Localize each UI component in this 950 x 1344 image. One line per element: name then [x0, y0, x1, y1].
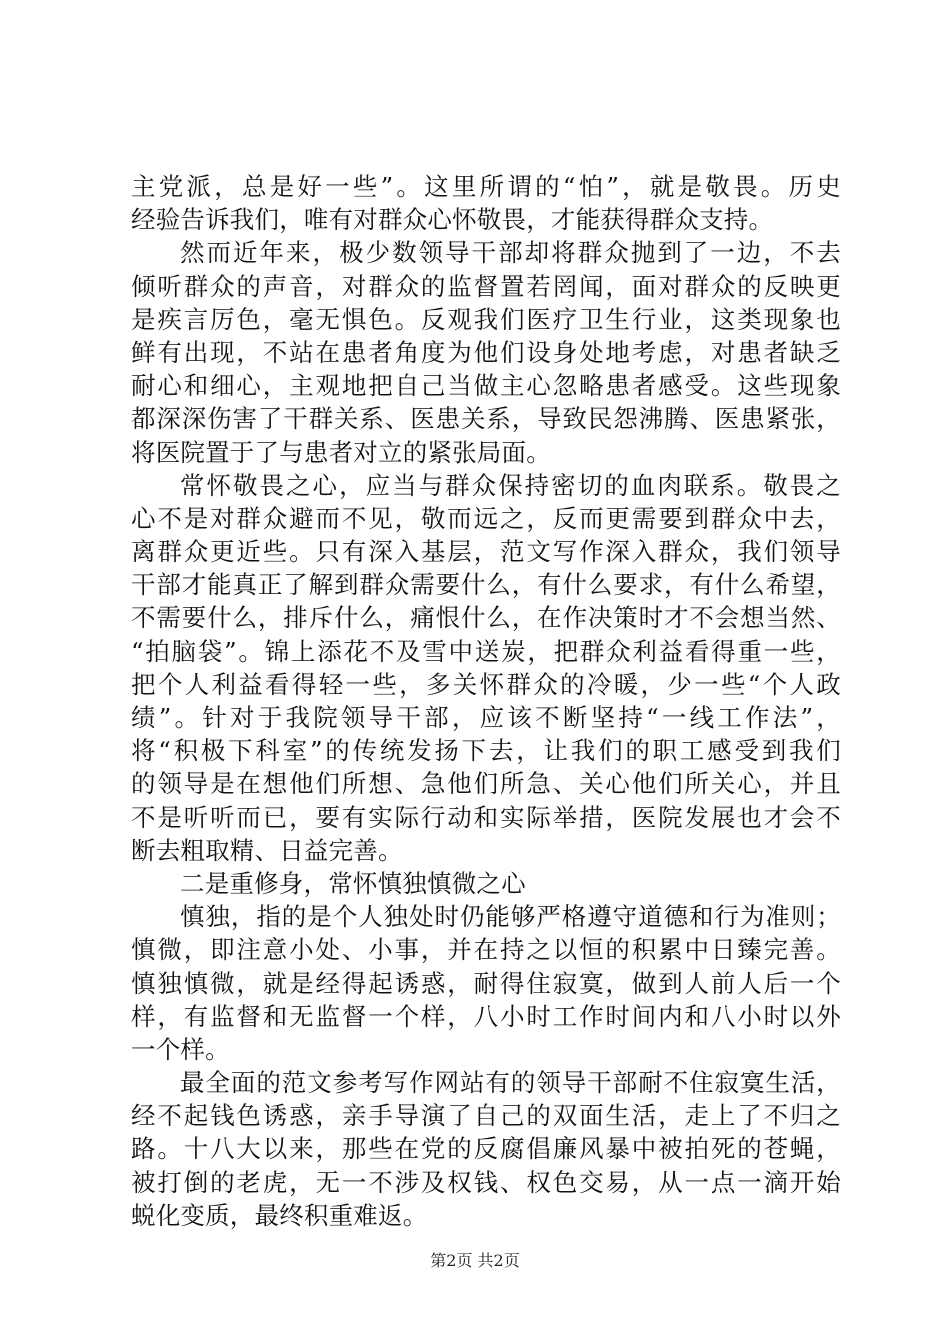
text-line: 慎独慎微，就是经得起诱惑，耐得住寂寞，做到人前人后一个 [131, 968, 841, 998]
text-line: 慎独，指的是个人独处时仍能够严格遵守道德和行为准则； [180, 902, 841, 932]
text-line: 干部才能真正了解到群众需要什么，有什么要求，有什么希望， [131, 570, 841, 600]
text-line: 耐心和细心，主观地把自己当做主心忽略患者感受。这些现象 [131, 371, 841, 401]
text-line: 将“积极下科室”的传统发扬下去，让我们的职工感受到我们 [131, 736, 841, 766]
text-line: 都深深伤害了干群关系、医患关系，导致民怨沸腾、医患紧张， [131, 404, 841, 434]
text-line: 离群众更近些。只有深入基层，范文写作深入群众，我们领导 [131, 537, 841, 567]
text-line: 的领导是在想他们所想、急他们所急、关心他们所关心，并且 [131, 769, 841, 799]
text-line: 蜕化变质，最终积重难返。 [131, 1200, 428, 1230]
text-line: 经验告诉我们，唯有对群众心怀敬畏，才能获得群众支持。 [131, 205, 774, 235]
text-line: 慎微，即注意小处、小事，并在持之以恒的积累中日臻完善。 [131, 935, 841, 965]
text-line: 路。十八大以来，那些在党的反腐倡廉风暴中被拍死的苍蝇， [131, 1134, 841, 1164]
text-line: 是疾言厉色，毫无惧色。反观我们医疗卫生行业，这类现象也 [131, 304, 841, 334]
text-line: 不是听听而已，要有实际行动和实际举措，医院发展也才会不 [131, 802, 841, 832]
text-line: 绩”。针对于我院领导干部，应该不断坚持“一线工作法”， [131, 703, 841, 732]
text-line: 主党派，总是好一些”。这里所谓的“怕”，就是敬畏。历史 [131, 172, 841, 201]
text-line: 将医院置于了与患者对立的紧张局面。 [131, 437, 551, 467]
text-line: 最全面的范文参考写作网站有的领导干部耐不住寂寞生活， [180, 1068, 841, 1098]
body-text [131, 170, 841, 1232]
text-line: 鲜有出现，不站在患者角度为他们设身处地考虑，对患者缺乏 [131, 337, 841, 367]
text-line: 心不是对群众避而不见，敬而远之，反而更需要到群众中去， [131, 503, 841, 533]
page-footer: 第2页 共2页 [430, 1251, 520, 1270]
text-line: “拍脑袋”。锦上添花不及雪中送炭，把群众利益看得重一些， [131, 636, 841, 666]
text-line: 常怀敬畏之心，应当与群众保持密切的血肉联系。敬畏之 [180, 470, 841, 500]
text-line: 不需要什么，排斥什么，痛恨什么，在作决策时才不会想当然、 [131, 603, 841, 633]
text-line: 经不起钱色诱惑，亲手导演了自己的双面生活，走上了不归之 [131, 1101, 841, 1131]
text-line: 一个样。 [131, 1034, 230, 1064]
text-line: 然而近年来，极少数领导干部却将群众抛到了一边，不去 [180, 238, 841, 268]
text-line: 被打倒的老虎，无一不涉及权钱、权色交易，从一点一滴开始 [131, 1167, 841, 1197]
text-line: 样，有监督和无监督一个样，八小时工作时间内和八小时以外 [131, 1001, 841, 1031]
text-line: 断去粗取精、日益完善。 [131, 835, 403, 865]
text-line: 把个人利益看得轻一些，多关怀群众的冷暖，少一些“个人政 [131, 669, 841, 699]
text-line: 二是重修身，常怀慎独慎微之心 [180, 868, 526, 898]
text-line: 倾听群众的声音，对群众的监督置若罔闻，面对群众的反映更 [131, 271, 841, 301]
